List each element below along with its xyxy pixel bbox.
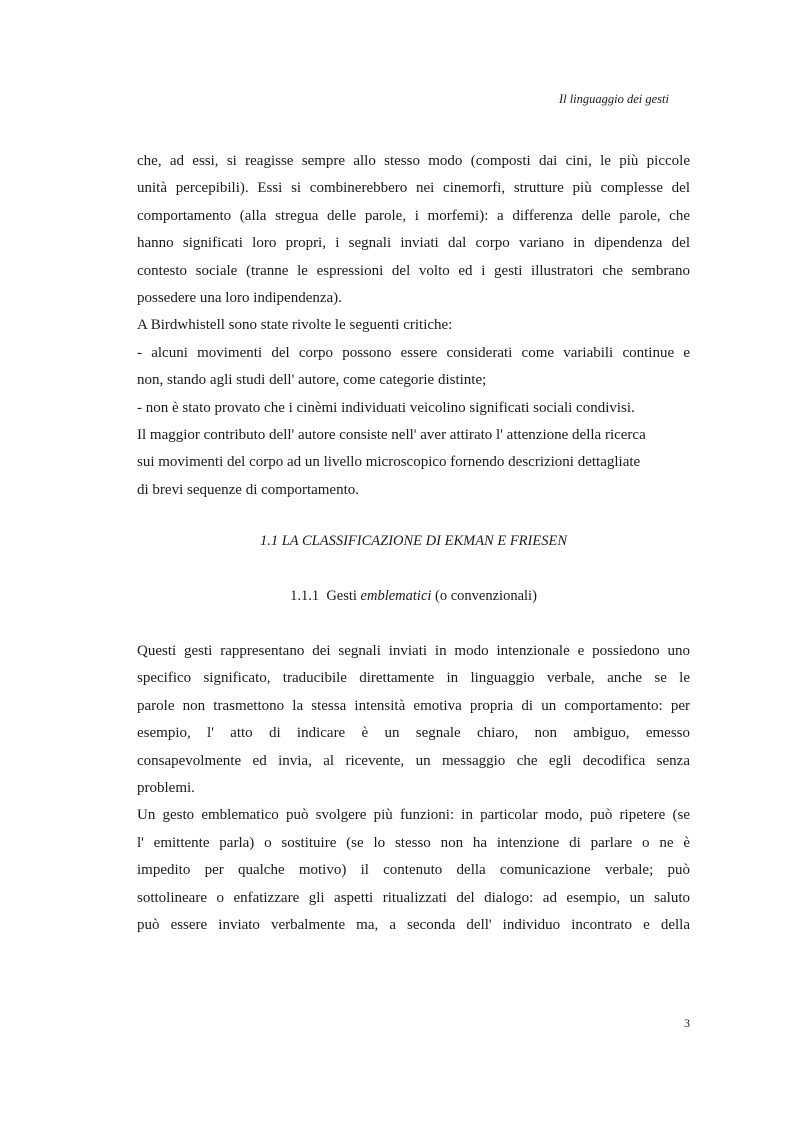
- text-line: di brevi sequenze di comportamento.: [137, 481, 360, 498]
- text-line: parole non trasmettono la stessa intensità emotiva propria di un comportamento: per: [137, 697, 690, 714]
- body-text-bottom: [137, 638, 690, 939]
- subsection-suffix: (o convenzionali): [435, 588, 537, 604]
- text-line: hanno significati loro propri, i segnali inviati dal corpo variano in dipendenza del: [137, 235, 690, 252]
- subsection-emphasis: emblematici: [360, 588, 432, 604]
- text-line: esempio, l' atto di indicare è un segnale chiaro, non ambiguo, emesso: [137, 725, 690, 742]
- text-line: unità percepibili). Essi si combinerebbero nei cinemorfi, strutture più complesse del: [137, 180, 690, 197]
- text-line: sui movimenti del corpo ad un livello microscopico fornendo descrizioni dettagliate: [137, 454, 641, 471]
- subsection-prefix: Gesti: [326, 588, 357, 604]
- section-heading: 1.1 LA CLASSIFICAZIONE DI EKMAN E FRIESEN: [259, 533, 568, 549]
- text-line: l' emittente parla) o sostituire (se lo stesso non ha intenzione di parlare o ne è: [137, 834, 690, 851]
- text-line: A Birdwhistell sono state rivolte le seguenti critiche:: [137, 317, 453, 334]
- subsection-heading: [137, 588, 690, 605]
- text-line: Un gesto emblematico può svolgere più funzioni: in particolar modo, può ripetere (se: [137, 807, 690, 824]
- text-line: Questi gesti rappresentano dei segnali inviati in modo intenzionale e possiedono uno: [137, 643, 690, 659]
- page-number: 3: [684, 1016, 690, 1030]
- text-line: specifico significato, traducibile direttamente in linguaggio verbale, anche se le: [137, 670, 690, 687]
- text-line: problemi.: [137, 779, 195, 796]
- text-line: contesto sociale (tranne le espressioni del volto ed i gesti illustratori che sembrano: [137, 262, 690, 279]
- running-header: Il linguaggio dei gesti: [558, 92, 669, 106]
- text-line: - alcuni movimenti del corpo possono essere considerati come variabili continue e: [137, 344, 690, 361]
- subsection-number: 1.1.1: [290, 588, 320, 604]
- text-line: consapevolmente ed invia, al ricevente, un messaggio che egli decodifica senza: [137, 752, 690, 769]
- text-line: comportamento (alla stregua delle parole, i morfemi): a differenza delle parole, che: [137, 207, 690, 224]
- text-line: non, stando agli studi dell' autore, come categorie distinte;: [137, 372, 487, 389]
- text-line: che, ad essi, si reagisse sempre allo stesso modo (composti dai cini, le più piccole: [137, 153, 690, 169]
- body-text-top: [137, 148, 690, 504]
- text-line: - non è stato provato che i cinèmi individuati veicolino significati sociali condivisi.: [137, 399, 635, 416]
- text-line: sottolineare o enfatizzare gli aspetti ritualizzati del dialogo: ad esempio, un saluto: [137, 889, 690, 906]
- text-line: impedito per qualche motivo) il contenuto della comunicazione verbale; può: [137, 862, 690, 879]
- text-line: può essere inviato verbalmente ma, a seconda dell' individuo incontrato e della: [137, 916, 690, 933]
- text-line: possedere una loro indipendenza).: [137, 289, 342, 306]
- text-line: Il maggior contributo dell' autore consiste nell' aver attirato l' attenzione della ricerca: [137, 426, 646, 443]
